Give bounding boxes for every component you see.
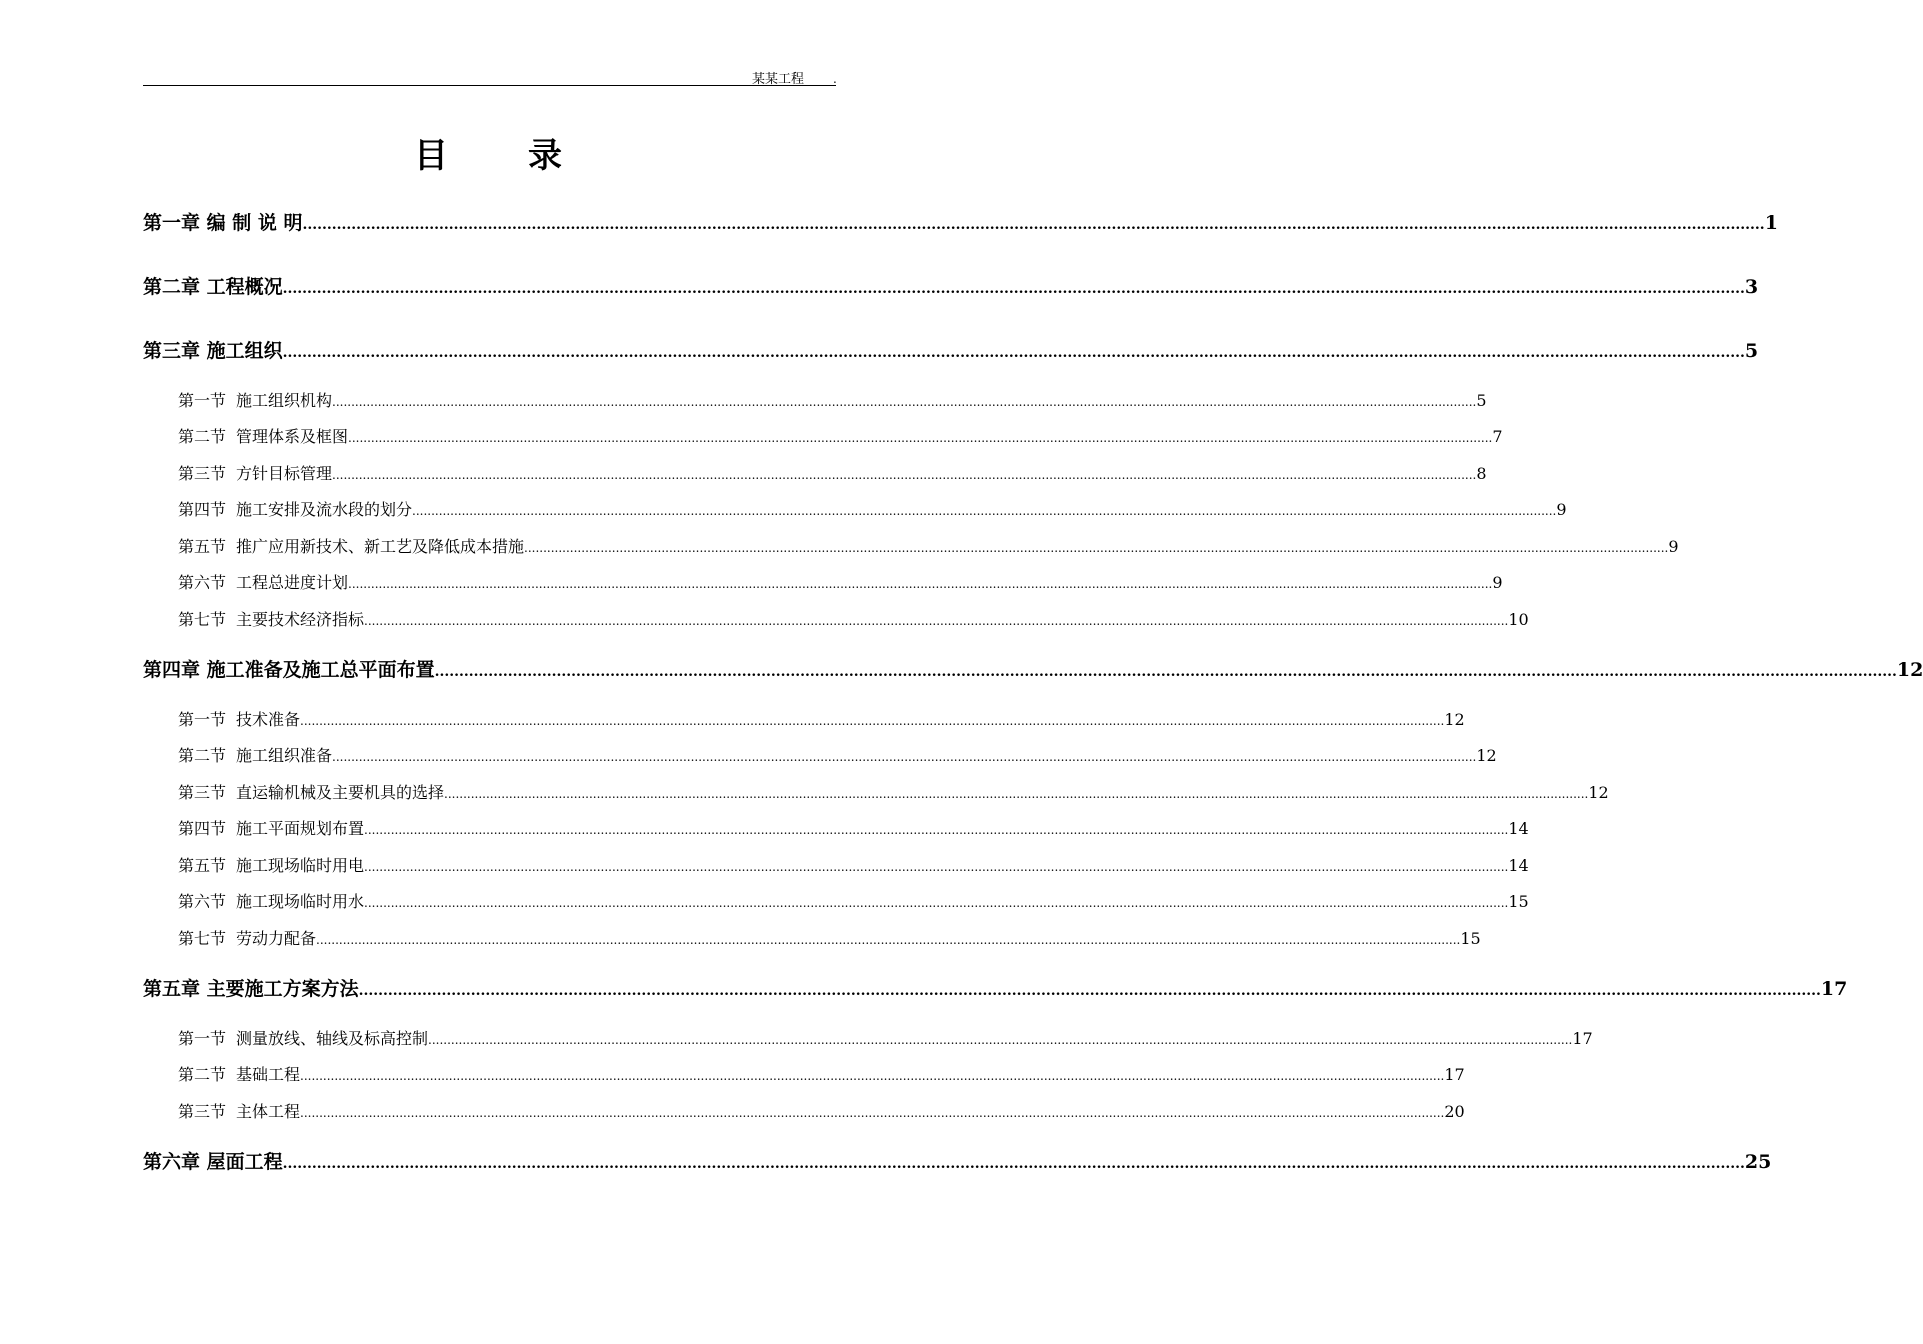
page-number: 17: [1572, 1029, 1593, 1048]
chapter-label: 第二章 工程概况: [143, 276, 283, 298]
page-number: 10: [1508, 610, 1529, 629]
section-number: 第七节: [178, 610, 227, 629]
toc-section[interactable]: [178, 780, 1609, 803]
running-header: 某某工程: [752, 72, 805, 87]
section-title: 施工组织准备: [236, 746, 333, 765]
toc-chapter-1[interactable]: [143, 208, 1778, 235]
toc-section[interactable]: [178, 534, 1679, 557]
section-number: 第三节: [178, 783, 227, 802]
leader-dots: ............................................................................................................................................................................................................................................................................................................: [282, 1156, 1745, 1172]
leader-dots: ............................................................................................................................................................................................................................................................................................................: [282, 345, 1745, 361]
page-number: 9: [1492, 573, 1503, 592]
section-title: 施工现场临时用电: [236, 856, 365, 875]
leader-dots: ............................................................................................................................................................................................................................................................................................................: [444, 787, 1589, 801]
toc-section[interactable]: [178, 816, 1529, 839]
section-number: 第二节: [178, 427, 227, 446]
toc-title-char-2: 录: [528, 136, 564, 176]
section-title: 施工组织机构: [236, 391, 333, 410]
page-number: 17: [1444, 1065, 1465, 1084]
section-number: 第二节: [178, 746, 227, 765]
page-number: 9: [1556, 500, 1567, 519]
page-number: 14: [1508, 856, 1529, 875]
leader-dots: ............................................................................................................................................................................................................................................................................................................: [332, 395, 1477, 409]
leader-dots: ............................................................................................................................................................................................................................................................................................................: [364, 614, 1509, 628]
toc-section[interactable]: [178, 461, 1487, 484]
section-title: 施工现场临时用水: [236, 892, 365, 911]
section-number: 第七节: [178, 929, 227, 948]
section-number: 第一节: [178, 391, 227, 410]
leader-dots: ............................................................................................................................................................................................................................................................................................................: [316, 933, 1461, 947]
section-number: 第三节: [178, 1102, 227, 1121]
leader-dots: ............................................................................................................................................................................................................................................................................................................: [428, 1033, 1573, 1047]
page-number: 12: [1444, 710, 1465, 729]
toc-chapter-3[interactable]: [143, 336, 1759, 363]
leader-dots: ............................................................................................................................................................................................................................................................................................................: [332, 750, 1477, 764]
section-number: 第一节: [178, 710, 227, 729]
toc-chapter-2[interactable]: [143, 272, 1759, 299]
leader-dots: ............................................................................................................................................................................................................................................................................................................: [348, 577, 1493, 591]
page-number: 12: [1476, 746, 1497, 765]
page-number: 7: [1492, 427, 1503, 446]
section-number: 第六节: [178, 892, 227, 911]
page-number: 20: [1444, 1102, 1465, 1121]
leader-dots: ............................................................................................................................................................................................................................................................................................................: [348, 431, 1493, 445]
section-title: 施工平面规划布置: [236, 819, 365, 838]
page-number: 17: [1820, 978, 1848, 1000]
toc-chapter-6[interactable]: [143, 1147, 1772, 1174]
page-number: 3: [1744, 276, 1759, 298]
toc-chapter-5[interactable]: [143, 974, 1848, 1001]
header-mark: .: [833, 72, 837, 86]
page-number: 15: [1460, 929, 1481, 948]
leader-dots: ............................................................................................................................................................................................................................................................................................................: [332, 468, 1477, 482]
header-rule: [143, 85, 836, 86]
section-title: 测量放线、轴线及标高控制: [236, 1029, 429, 1048]
section-title: 直运输机械及主要机具的选择: [236, 783, 445, 802]
leader-dots: ............................................................................................................................................................................................................................................................................................................: [302, 217, 1765, 233]
page-number: 5: [1744, 340, 1759, 362]
leader-dots: ............................................................................................................................................................................................................................................................................................................: [434, 664, 1897, 680]
section-title: 技术准备: [236, 710, 301, 729]
section-title: 主体工程: [236, 1102, 301, 1121]
chapter-label: 第四章 施工准备及施工总平面布置: [143, 659, 435, 681]
chapter-label: 第六章 屋面工程: [143, 1151, 283, 1173]
toc-section[interactable]: [178, 388, 1487, 411]
chapter-label: 第三章 施工组织: [143, 340, 283, 362]
page-number: 12: [1896, 659, 1923, 681]
toc-title-char-1: 目: [414, 136, 450, 176]
page-number: 25: [1744, 1151, 1772, 1173]
toc-section[interactable]: [178, 1026, 1593, 1049]
toc-section[interactable]: [178, 497, 1567, 520]
leader-dots: ............................................................................................................................................................................................................................................................................................................: [364, 896, 1509, 910]
toc-section[interactable]: [178, 853, 1529, 876]
leader-dots: ............................................................................................................................................................................................................................................................................................................: [282, 281, 1745, 297]
toc-chapter-4[interactable]: [143, 655, 1923, 682]
leader-dots: ............................................................................................................................................................................................................................................................................................................: [358, 983, 1821, 999]
section-title: 劳动力配备: [236, 929, 317, 948]
page-number: 8: [1476, 464, 1487, 483]
section-number: 第五节: [178, 537, 227, 556]
page-number: 5: [1476, 391, 1487, 410]
section-title: 工程总进度计划: [236, 573, 349, 592]
chapter-label: 第五章 主要施工方案方法: [143, 978, 359, 1000]
section-number: 第四节: [178, 500, 227, 519]
toc-section[interactable]: [178, 1062, 1465, 1085]
section-number: 第三节: [178, 464, 227, 483]
leader-dots: ............................................................................................................................................................................................................................................................................................................: [364, 860, 1509, 874]
toc-section[interactable]: [178, 570, 1503, 593]
toc-section[interactable]: [178, 889, 1529, 912]
chapter-label: 第一章 编 制 说 明: [143, 212, 303, 234]
section-number: 第六节: [178, 573, 227, 592]
section-title: 方针目标管理: [236, 464, 333, 483]
leader-dots: ............................................................................................................................................................................................................................................................................................................: [300, 1106, 1445, 1120]
section-number: 第四节: [178, 819, 227, 838]
page-number: 14: [1508, 819, 1529, 838]
page-number: 1: [1764, 212, 1778, 234]
leader-dots: ............................................................................................................................................................................................................................................................................................................: [300, 1069, 1445, 1083]
leader-dots: ............................................................................................................................................................................................................................................................................................................: [300, 714, 1445, 728]
page-number: 12: [1588, 783, 1609, 802]
section-number: 第五节: [178, 856, 227, 875]
leader-dots: ............................................................................................................................................................................................................................................................................................................: [364, 823, 1509, 837]
toc-section[interactable]: [178, 1099, 1465, 1122]
section-title: 主要技术经济指标: [236, 610, 365, 629]
toc-section[interactable]: [178, 707, 1465, 730]
toc-section[interactable]: [178, 607, 1529, 630]
section-title: 管理体系及框图: [236, 427, 349, 446]
page-number: 15: [1508, 892, 1529, 911]
section-number: 第二节: [178, 1065, 227, 1084]
page-number: 9: [1668, 537, 1679, 556]
leader-dots: ............................................................................................................................................................................................................................................................................................................: [524, 541, 1669, 555]
toc-section[interactable]: [178, 743, 1497, 766]
toc-section[interactable]: [178, 926, 1481, 949]
leader-dots: ............................................................................................................................................................................................................................................................................................................: [412, 504, 1557, 518]
section-title: 施工安排及流水段的划分: [236, 500, 413, 519]
section-title: 推广应用新技术、新工艺及降低成本措施: [236, 537, 525, 556]
toc-section[interactable]: [178, 424, 1503, 447]
section-number: 第一节: [178, 1029, 227, 1048]
section-title: 基础工程: [236, 1065, 301, 1084]
